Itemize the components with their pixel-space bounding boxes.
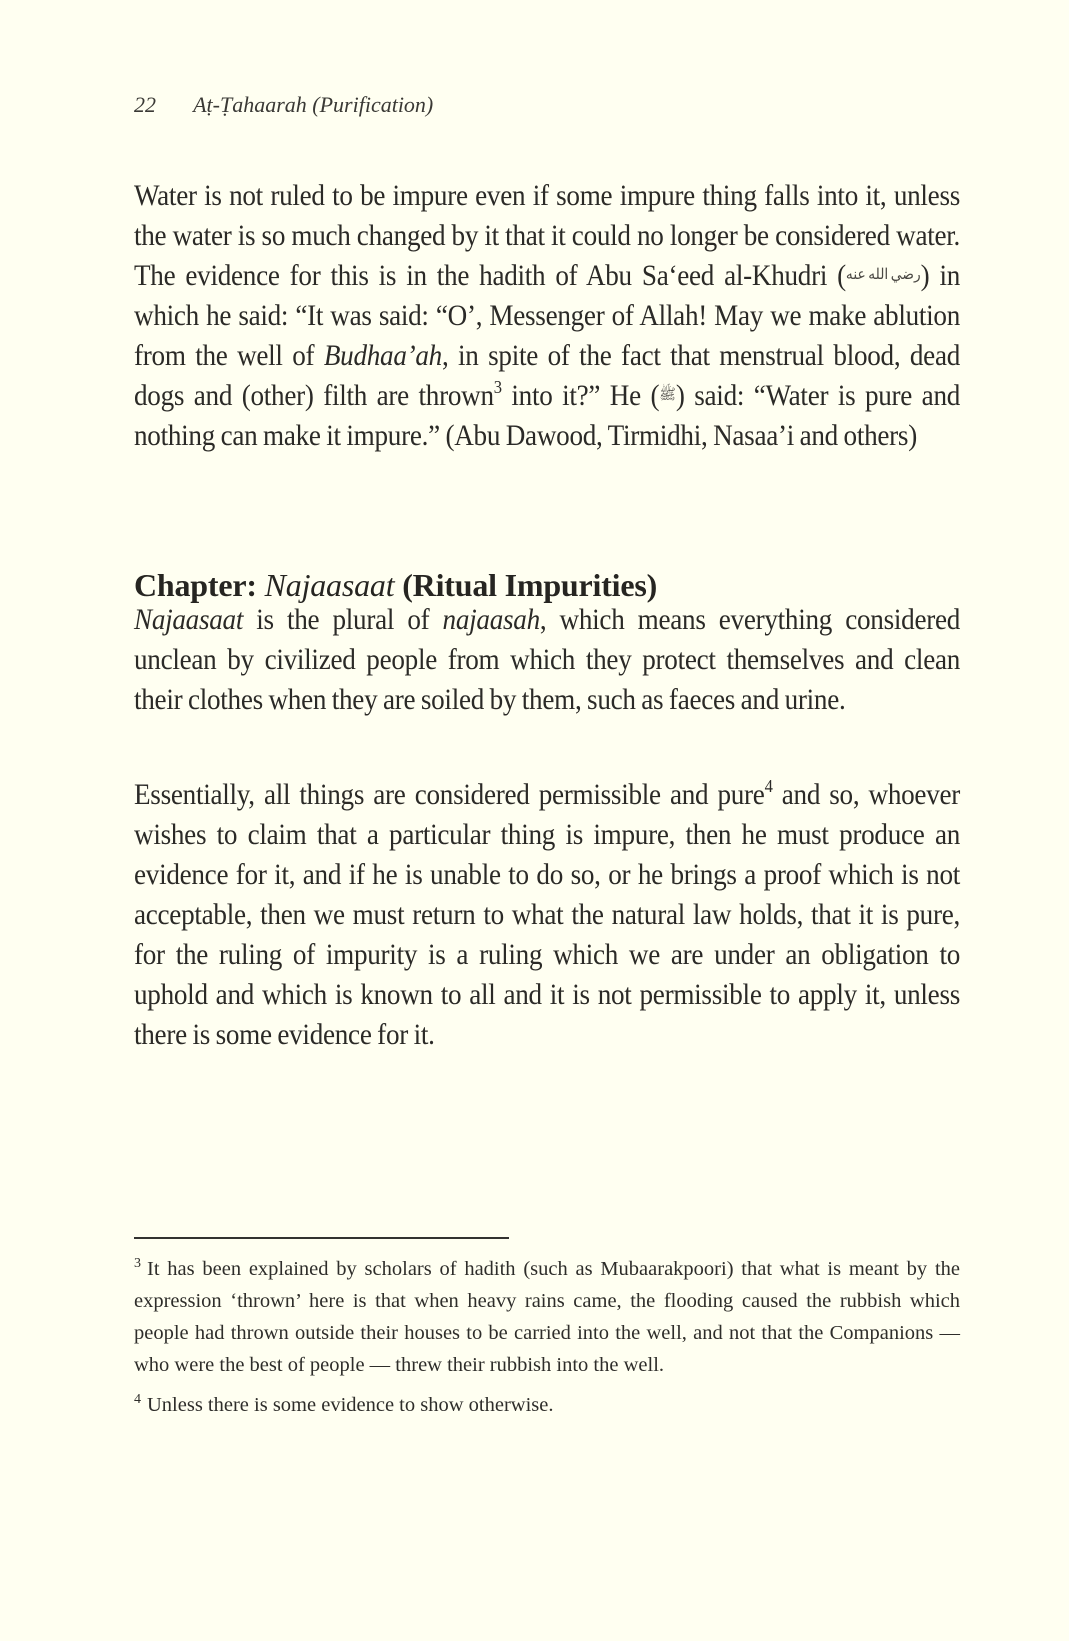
footnotes xyxy=(134,1253,960,1429)
chapter-suffix: (Ritual Impurities) xyxy=(394,566,658,603)
running-head-title: Aṭ-Ṭahaarah (Purification) xyxy=(193,92,434,117)
text-run: ) in which he said: “It was said: “O’, Messenger of Allah! May we make ablution from the well of xyxy=(134,260,961,372)
running-head xyxy=(134,92,433,118)
text-run: is the plural of xyxy=(243,604,443,636)
footnote-4 xyxy=(134,1389,960,1421)
text-run: ) said: “Water is pure and nothing can make it impure.” (Abu Dawood, Tirmidhi, Nasaa’i and others) xyxy=(134,380,961,452)
footnote-divider xyxy=(134,1237,509,1239)
paragraph-water-ruling xyxy=(134,176,960,456)
footnote-number: 4 xyxy=(134,1392,141,1407)
footnote-text: Unless there is some evidence to show otherwise. xyxy=(147,1394,554,1416)
chapter-prefix: Chapter: xyxy=(134,566,265,603)
footnote-ref-4[interactable]: 4 xyxy=(764,776,773,796)
text-run: Water is not ruled to be impure even if some impure thing falls into it, unless the water is so much changed by it that it could no longer be considered water. The evidence for this is in the hadith of Abu Sa‘eed al-Khudri ( xyxy=(134,180,961,292)
italic-term-najaasah: najaasah xyxy=(442,604,540,636)
chapter-heading xyxy=(134,567,657,604)
italic-term-najaasaat: Najaasaat xyxy=(134,604,244,636)
text-run: , which means everything considered unclean by civilized people from which they protect themselves and clean their clothes when they are soiled by them, such as faeces and urine. xyxy=(134,604,961,716)
honorific-salallahu-alayhi-wasallam-icon: ﷺ xyxy=(659,386,676,403)
chapter-italic-term: Najaasaat xyxy=(264,566,395,603)
paragraph-purity-principle xyxy=(134,775,960,1055)
text-run: and so, whoever wishes to claim that a particular thing is impure, then he must produce an evidence for it, and if he is unable to do so, or he brings a proof which is not acceptable, then we must return to what the natural law holds, that it is pure, for the ruling of impurity is a ruling which we are under an obligation to uphold and which is known to all and it is not permissible to apply it, unless there is some evidence for it. xyxy=(134,779,961,1051)
footnote-3 xyxy=(134,1253,960,1381)
text-run: into it?” He ( xyxy=(501,380,660,412)
text-run: Essentially, all things are considered permissible and pure xyxy=(134,779,765,811)
italic-term-budhaaah: Budhaa’ah xyxy=(323,340,442,372)
page-number: 22 xyxy=(134,92,156,117)
honorific-radiallahu-anhu-icon: رضي الله عنه xyxy=(845,266,921,283)
paragraph-najaasaat-definition xyxy=(134,600,960,720)
footnote-number: 3 xyxy=(134,1256,141,1271)
footnote-text: It has been explained by scholars of hadith (such as Mubaarakpoori) that what is meant by the expression ‘thrown’ here is that when heavy rains came, the flooding caused the rubbish which people had thrown outside their houses to be carried into the well, and not that the Companions — who were the best of people — threw their rubbish into the well. xyxy=(134,1258,960,1376)
text-run: , in spite of the fact that menstrual blood, dead dogs and (other) filth are thrown xyxy=(134,340,961,412)
footnote-ref-3[interactable]: 3 xyxy=(493,377,502,397)
